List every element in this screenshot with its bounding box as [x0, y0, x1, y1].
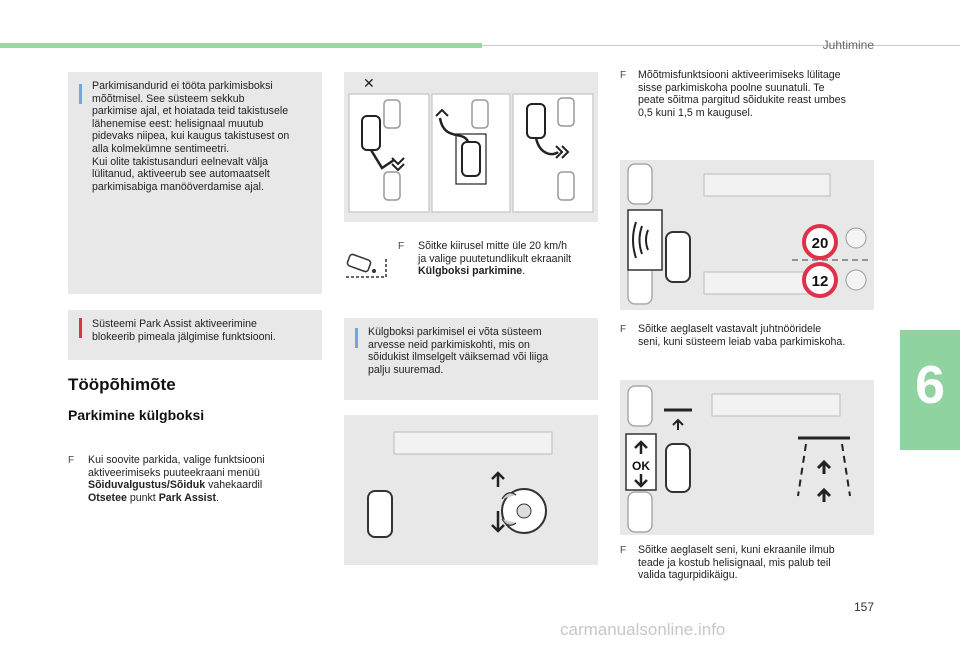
parking-modes-figure: [344, 72, 598, 222]
close-icon: ✕: [363, 75, 375, 91]
chapter-number: 6: [914, 355, 946, 415]
speed-sign-20: 20: [811, 235, 829, 252]
step-reverse-gear: Sõitke aeglaselt seni, kuni ekraanile ilmub teade ja kostub helisignaal, mis palub teil valida tagurpidikäigu.: [638, 544, 835, 582]
bullet-marker: F: [620, 324, 627, 335]
speed-sign-12: 12: [811, 273, 829, 290]
header-rule: [482, 45, 960, 46]
info-box-text: Parkimisandurid ei tööta parkimisboksi mõõtmisel. See süsteem sekkub parkimise ajal, et hoiatada teid takistusele lähenemise eest: helisignaal muutub pidevaks niipea, kui kaugus takistusest on alla kolmekümne sentimeetri. Kui olite takistusanduri eelnevalt välja lülitanud, aktiveerub see automaatselt parkimisabiga manööverdamise ajal.: [92, 80, 290, 193]
ok-label: OK: [632, 459, 650, 473]
space-found-figure: [620, 380, 874, 535]
info-box-spaces-text: Külgboksi parkimisel ei võta süsteem arvesse neid parkimiskohti, mis on sõidukist ilmselgelt väiksemad või liiga palju suuremad.: [368, 326, 549, 376]
bullet-marker: F: [620, 70, 627, 81]
watermark: carmanualsonline.info: [560, 620, 726, 639]
key-sensor-icon: [344, 243, 394, 283]
measurement-figure: [620, 160, 874, 310]
section-title: Juhtimine: [822, 38, 874, 52]
page-number: 157: [853, 600, 874, 614]
info-icon: [355, 328, 358, 348]
step-speed: Sõitke kiirusel mitte üle 20 km/h ja valige puutetundlikult ekraanilt Külgboksi parkimine.: [418, 240, 572, 278]
warning-icon: [79, 318, 82, 338]
subsection-heading: Parkimine külgboksi: [68, 407, 205, 423]
bullet-marker: F: [68, 455, 75, 466]
step-drive-slowly: Sõitke aeglaselt vastavalt juhtnööridele seni, kuni süsteem leiab vaba parkimiskoha.: [638, 323, 846, 348]
steering-figure: [344, 415, 598, 565]
step-indicator: Mõõtmisfunktsiooni aktiveerimiseks lülitage sisse parkimiskoha poolne suunatuli. Te peate sõitma pargitud sõidukite reast umbes 0,5 kuni 1,5 m kaugusel.: [638, 69, 846, 119]
bullet-marker: F: [620, 545, 627, 556]
section-heading: Tööpõhimõte: [68, 375, 176, 394]
warning-text: Süsteemi Park Assist aktiveerimine blokeerib pimeala jälgimise funktsiooni.: [92, 318, 276, 343]
header-accent-bar: [0, 43, 482, 48]
instruction-paragraph: Kui soovite parkida, valige funktsiooni aktiveerimiseks puuteekraani menüü Sõiduvalgustus/Sõiduk vahekaardil Otsetee punkt Park Assist.: [88, 454, 265, 504]
bullet-marker: F: [398, 241, 405, 252]
info-icon: [79, 84, 82, 104]
